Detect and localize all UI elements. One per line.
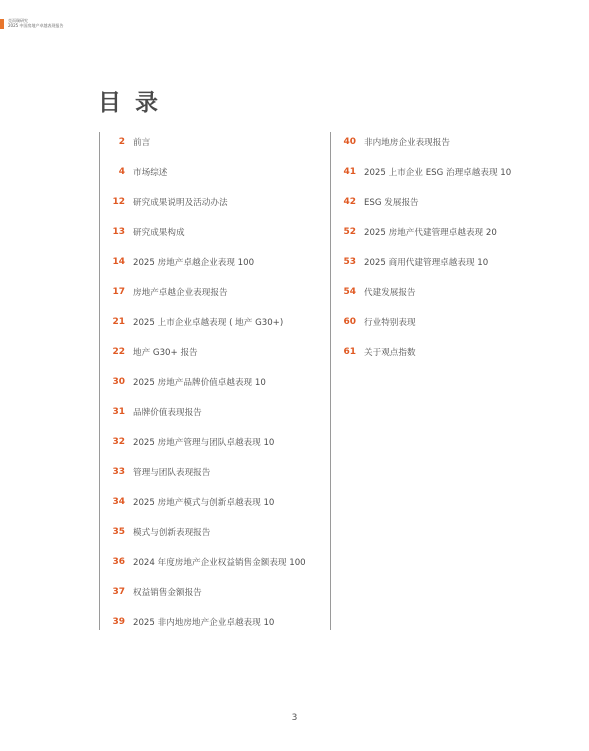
toc-label: 关于观点指数 [364, 348, 416, 358]
toc-page-number: 60 [343, 317, 356, 327]
toc-page-number: 53 [343, 257, 356, 267]
toc-page-number: 12 [112, 197, 125, 207]
toc-page-number: 4 [118, 167, 125, 177]
toc-label: 2025 上市企业卓越表现 ( 地产 G30+) [133, 318, 284, 328]
running-header [8, 18, 63, 28]
toc-label: 前言 [133, 138, 151, 148]
toc-label: 2025 上市企业 ESG 治理卓越表现 10 [364, 168, 512, 178]
toc-entry[interactable] [339, 285, 416, 299]
header-line-2: 2025 中国房地产卓越表现报告 [8, 23, 64, 28]
toc-entry[interactable] [339, 135, 450, 149]
toc-label: 代建发展报告 [364, 288, 416, 298]
toc-label: 2025 商用代建管理卓越表现 10 [364, 258, 489, 268]
toc-entry[interactable] [339, 165, 511, 179]
toc-label: 市场综述 [133, 168, 168, 178]
toc-entry[interactable] [339, 315, 416, 329]
toc-label: 模式与创新表现报告 [133, 528, 211, 538]
toc-page-number: 30 [112, 377, 125, 387]
toc-page-number: 41 [343, 167, 356, 177]
toc-entry[interactable] [108, 465, 210, 479]
toc-page-number: 37 [112, 587, 125, 597]
header-line-1: 克而瑞研究 [8, 18, 28, 23]
toc-entry[interactable] [108, 165, 167, 179]
toc-page-number: 40 [343, 137, 356, 147]
toc-page-number: 17 [112, 287, 125, 297]
toc-page-number: 52 [343, 227, 356, 237]
toc-page-number: 21 [112, 317, 125, 327]
toc-label: ESG 发展报告 [364, 198, 419, 208]
toc-page-number: 54 [343, 287, 356, 297]
toc-entry[interactable] [108, 195, 228, 209]
toc-page-number: 39 [112, 617, 125, 627]
toc-entry[interactable] [339, 195, 419, 209]
toc-page-number: 2 [118, 137, 125, 147]
toc-entry[interactable] [339, 225, 497, 239]
toc-entry[interactable] [108, 585, 202, 599]
toc-label: 品牌价值表现报告 [133, 408, 202, 418]
toc-entry[interactable] [108, 495, 274, 509]
toc-label: 房地产卓越企业表现报告 [133, 288, 228, 298]
toc-page-number: 42 [343, 197, 356, 207]
toc-label: 2025 房地产管理与团队卓越表现 10 [133, 438, 275, 448]
toc-label: 权益销售金额报告 [133, 588, 202, 598]
toc-entry[interactable] [108, 225, 185, 239]
toc-entry[interactable] [108, 525, 210, 539]
toc-label: 2025 房地产品牌价值卓越表现 10 [133, 378, 266, 388]
toc-column-left [99, 132, 320, 630]
toc-entry[interactable] [108, 405, 202, 419]
header-accent-bar [0, 19, 4, 29]
toc-label: 非内地房企业表现报告 [364, 138, 450, 148]
toc-page-number: 13 [112, 227, 125, 237]
toc-entry[interactable] [108, 135, 150, 149]
page-number: 3 [291, 713, 298, 723]
toc-entry[interactable] [108, 555, 306, 569]
toc-label: 地产 G30+ 报告 [133, 348, 198, 358]
toc-entry[interactable] [108, 285, 228, 299]
toc-page-number: 35 [112, 527, 125, 537]
toc-label: 研究成果构成 [133, 228, 185, 238]
toc-label: 2025 房地产代建管理卓越表现 20 [364, 228, 497, 238]
toc-label: 管理与团队表现报告 [133, 468, 211, 478]
toc-page-number: 36 [112, 557, 125, 567]
toc-label: 2025 房地产模式与创新卓越表现 10 [133, 498, 275, 508]
toc-entry[interactable] [108, 345, 198, 359]
page-title: 目 录 [98, 90, 162, 116]
toc-page-number: 34 [112, 497, 125, 507]
toc-label: 2025 房地产卓越企业表现 100 [133, 258, 255, 268]
toc-entry[interactable] [339, 255, 488, 269]
toc-page-number: 31 [112, 407, 125, 417]
toc-entry[interactable] [108, 315, 283, 329]
toc-entry[interactable] [108, 615, 274, 629]
toc-page-number: 14 [112, 257, 125, 267]
toc-page-number: 33 [112, 467, 125, 477]
toc-label: 行业特别表现 [364, 318, 416, 328]
toc-entry[interactable] [108, 375, 266, 389]
toc-label: 研究成果说明及活动办法 [133, 198, 228, 208]
toc-entry[interactable] [339, 345, 416, 359]
toc-label: 2025 非内地房地产企业卓越表现 10 [133, 618, 275, 628]
toc-page-number: 22 [112, 347, 125, 357]
toc-page-number: 32 [112, 437, 125, 447]
toc-column-right [330, 132, 551, 630]
toc-entry[interactable] [108, 435, 274, 449]
toc-label: 2024 年度房地产企业权益销售金额表现 100 [133, 558, 306, 568]
toc-page-number: 61 [343, 347, 356, 357]
toc-entry[interactable] [108, 255, 254, 269]
